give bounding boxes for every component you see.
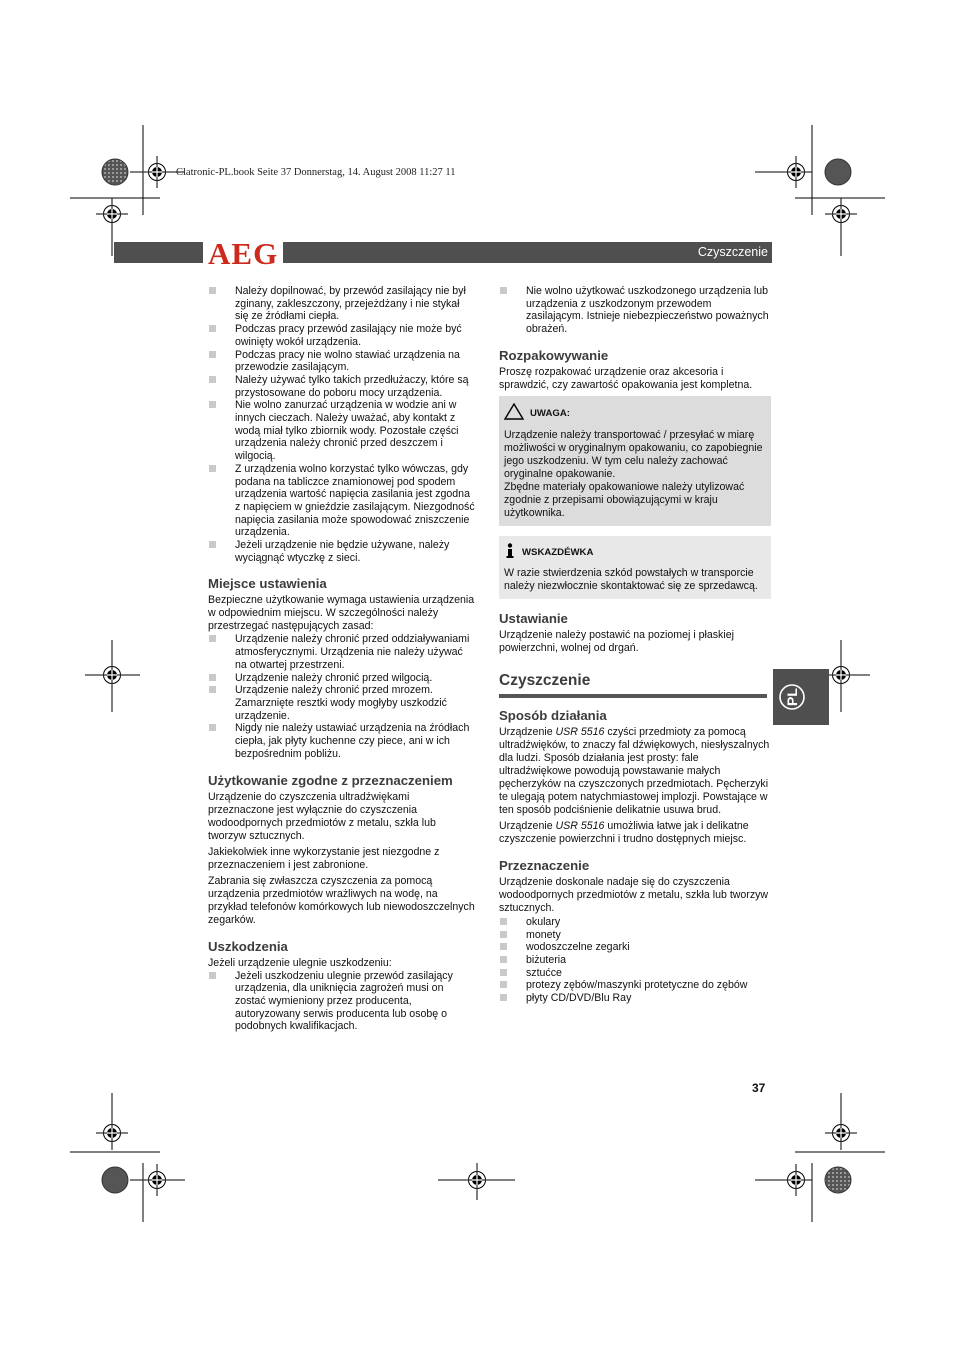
- warning-icon: [504, 403, 524, 425]
- heading-rule: [499, 694, 767, 698]
- model-name: USR 5516: [555, 725, 605, 738]
- bullet-icon: [209, 376, 216, 383]
- location-bullet-list: [208, 633, 476, 760]
- bullet-icon: [500, 931, 507, 938]
- list-item: Urządzenie należy chronić przed mrozem. Zamarznięte resztki wody mogłyby uszkodzić urządzenie.: [208, 684, 476, 722]
- bullet-icon: [500, 981, 507, 988]
- bullet-icon: [500, 287, 507, 294]
- location-heading: Miejsce ustawienia: [208, 576, 327, 592]
- list-item: płyty CD/DVD/Blu Ray: [499, 992, 771, 1005]
- list-item: Należy używać tylko takich przedłużaczy, które są przystosowane do poboru mocy urządzenia.: [208, 374, 476, 399]
- top-bullet-list: [499, 285, 771, 336]
- list-item: Podczas pracy przewód zasilający nie może być owinięty wokół urządzenia.: [208, 323, 476, 348]
- bullet-icon: [500, 994, 507, 1001]
- list-item: biżuteria: [499, 954, 771, 967]
- purpose-text: Urządzenie doskonale nadaje się do czyszczenia wodoodpornych przedmiotów z metalu, szkła lub tworzyw sztucznych.: [499, 875, 769, 914]
- how-it-works-paragraph: Urządzenie USR 5516 umożliwia łatwe jak i delikatne czyszczenie powierzchni i trudno dostępnych miejsc.: [499, 819, 749, 845]
- header-section-title: Czyszczenie: [697, 245, 768, 259]
- hint-text: W razie stwierdzenia szkód powstałych w transporcie należy niezwłocznie skontaktować się ze sprzedawcą.: [504, 566, 758, 592]
- list-item: sztućce: [499, 967, 771, 980]
- list-item: Nigdy nie należy ustawiać urządzenia na źródłach ciepła, jak płyty kuchenne czy piece, ani w ich bezpośrednim pobliżu.: [208, 722, 476, 760]
- bullet-icon: [209, 972, 216, 979]
- warning-box: [499, 396, 771, 526]
- language-tab: [773, 669, 829, 725]
- list-item: Jeżeli uszkodzeniu ulegnie przewód zasilający urządzenia, dla uniknięcia zagrożeń musi on zostać wymieniony przez producenta, autoryzowany serwis producenta lub osobę o podobnych kwalifikacjach.: [208, 970, 476, 1034]
- warning-title: UWAGA:: [530, 408, 570, 420]
- setup-text: Urządzenie należy postawić na poziomej i płaskiej powierzchni, wolnej od drgań.: [499, 628, 734, 654]
- bullet-icon: [500, 943, 507, 950]
- list-item: okulary: [499, 916, 771, 929]
- info-icon: [504, 543, 516, 563]
- aeg-logo: AEG: [208, 236, 279, 271]
- damage-text: Jeżeli urządzenie ulegnie uszkodzeniu:: [208, 956, 392, 969]
- bullet-icon: [500, 918, 507, 925]
- warning-paragraph: Zbędne materiały opakowaniowe należy utylizować zgodnie z przepisami obowiązującymi w kraju użytkownika.: [504, 480, 745, 519]
- hint-box: [499, 536, 771, 599]
- list-item: monety: [499, 929, 771, 942]
- warning-paragraph: Urządzenie należy transportować / przesyłać w miarę możliwości w oryginalnym opakowaniu, co zapobiegnie jego uszkodzeniu. W tym celu należy zachować oryginalne opakowanie.: [504, 428, 763, 480]
- unpacking-text: Proszę rozpakować urządzenie oraz akcesoria i sprawdzić, czy zawartość opakowania jest kompletna.: [499, 365, 753, 391]
- how-it-works-heading: Sposób działania: [499, 707, 607, 723]
- bullet-icon: [500, 969, 507, 976]
- language-tab-label: PL: [784, 688, 800, 706]
- intended-use-paragraph: Jakiekolwiek inne wykorzystanie jest niezgodne z przeznaczeniem i jest zabronione.: [208, 845, 440, 871]
- intro-bullet-list: [208, 285, 476, 564]
- left-column: [208, 285, 476, 1033]
- purpose-heading: Przeznaczenie: [499, 857, 590, 873]
- list-item: Nie wolno użytkować uszkodzonego urządzenia lub urządzenia z uszkodzonym przewodem zasilającym. Istnieje niebezpieczeństwo poważnych obrażeń.: [499, 285, 771, 336]
- model-name: USR 5516: [555, 819, 605, 832]
- bullet-icon: [209, 674, 216, 681]
- list-item: Urządzenie należy chronić przed wilgocią.: [208, 672, 476, 685]
- bullet-icon: [209, 351, 216, 358]
- list-item: Urządzenie należy chronić przed oddziaływaniami atmosferycznymi. Urządzenia nie należy używać na otwartej przestrzeni.: [208, 633, 476, 671]
- list-item: Z urządzenia wolno korzystać tylko wówczas, gdy podana na tabliczce znamionowej pod spodem urządzenia wartość napięcia zasilania jest zgodna z napięciem w gnieździe zasilającym. Niezgodność napięcia zasilania może spowodować zniszczenie urządzenia.: [208, 463, 476, 539]
- bullet-icon: [209, 724, 216, 731]
- location-text: Bezpieczne użytkowanie wymaga ustawienia urządzenia w odpowiednim miejscu. W szczególności należy przestrzegać następujących zasad:: [208, 594, 475, 633]
- print-header: Clatronic-PL.book Seite 37 Donnerstag, 14. August 2008 11:27 11: [176, 167, 456, 178]
- page-number: 37: [752, 1081, 766, 1095]
- bullet-icon: [209, 635, 216, 642]
- bullet-icon: [209, 401, 216, 408]
- list-item: protezy zębów/maszynki protetyczne do zębów: [499, 979, 771, 992]
- list-item: Należy dopilnować, by przewód zasilający nie był zginany, zakleszczony, przejeżdżany i nie stykał się ze źródłami ciepła.: [208, 285, 476, 323]
- list-item: Jeżeli urządzenie nie będzie używane, należy wyciągnąć wtyczkę z sieci.: [208, 539, 476, 564]
- intended-use-paragraph: Urządzenie do czyszczenia ultradźwiękami przeznaczone jest wyłącznie do czyszczenia wodoodpornych przedmiotów z metalu, szkła lub tworzyw sztucznych.: [208, 790, 436, 842]
- intended-use-paragraph: Zabrania się zwłaszcza czyszczenia za pomocą urządzenia przedmiotów wrażliwych na wodę, na przykład telefonów komórkowych lub niewodoszczelnych zegarków.: [208, 874, 475, 926]
- bullet-icon: [209, 541, 216, 548]
- list-item: Nie wolno zanurzać urządzenia w wodzie ani w innych cieczach. Należy uważać, aby kontakt z wodą miał tylko zbiornik wody. Pozostałe części urządzenia należy chronić przed deszczem i wilgocią.: [208, 399, 476, 463]
- how-it-works-paragraph: Urządzenie USR 5516 czyści przedmioty za pomocą ultradźwięków, to znaczy fal dźwiękowych, niesłyszalnych dla ludzi. Sposób działania jest prosty: fale ultradźwiękowe powodują powstawanie małych pęcherzyków na czyszczonych przedmiotach. Pęcherzyki te ulegają potem natychmiastowej implozji. Powstające w ten sposób podciśnienie delikatnie usuwa brud.: [499, 725, 770, 816]
- hint-title: WSKAZDÉWKA: [522, 547, 594, 559]
- list-item: wodoszczelne zegarki: [499, 941, 771, 954]
- bullet-icon: [500, 956, 507, 963]
- cleaning-heading: Czyszczenie: [499, 671, 591, 689]
- right-column: [499, 285, 771, 1005]
- damage-heading: Uszkodzenia: [208, 938, 288, 954]
- setup-heading: Ustawianie: [499, 610, 568, 626]
- list-item: Podczas pracy nie wolno stawiać urządzenia na przewodzie zasilającym.: [208, 349, 476, 374]
- bullet-icon: [209, 686, 216, 693]
- purpose-bullet-list: [499, 916, 771, 1005]
- unpacking-heading: Rozpakowywanie: [499, 347, 609, 363]
- bullet-icon: [209, 465, 216, 472]
- bullet-icon: [209, 287, 216, 294]
- intended-use-heading: Użytkowanie zgodne z przeznaczeniem: [208, 772, 453, 788]
- damage-bullet-list: [208, 970, 476, 1034]
- bullet-icon: [209, 325, 216, 332]
